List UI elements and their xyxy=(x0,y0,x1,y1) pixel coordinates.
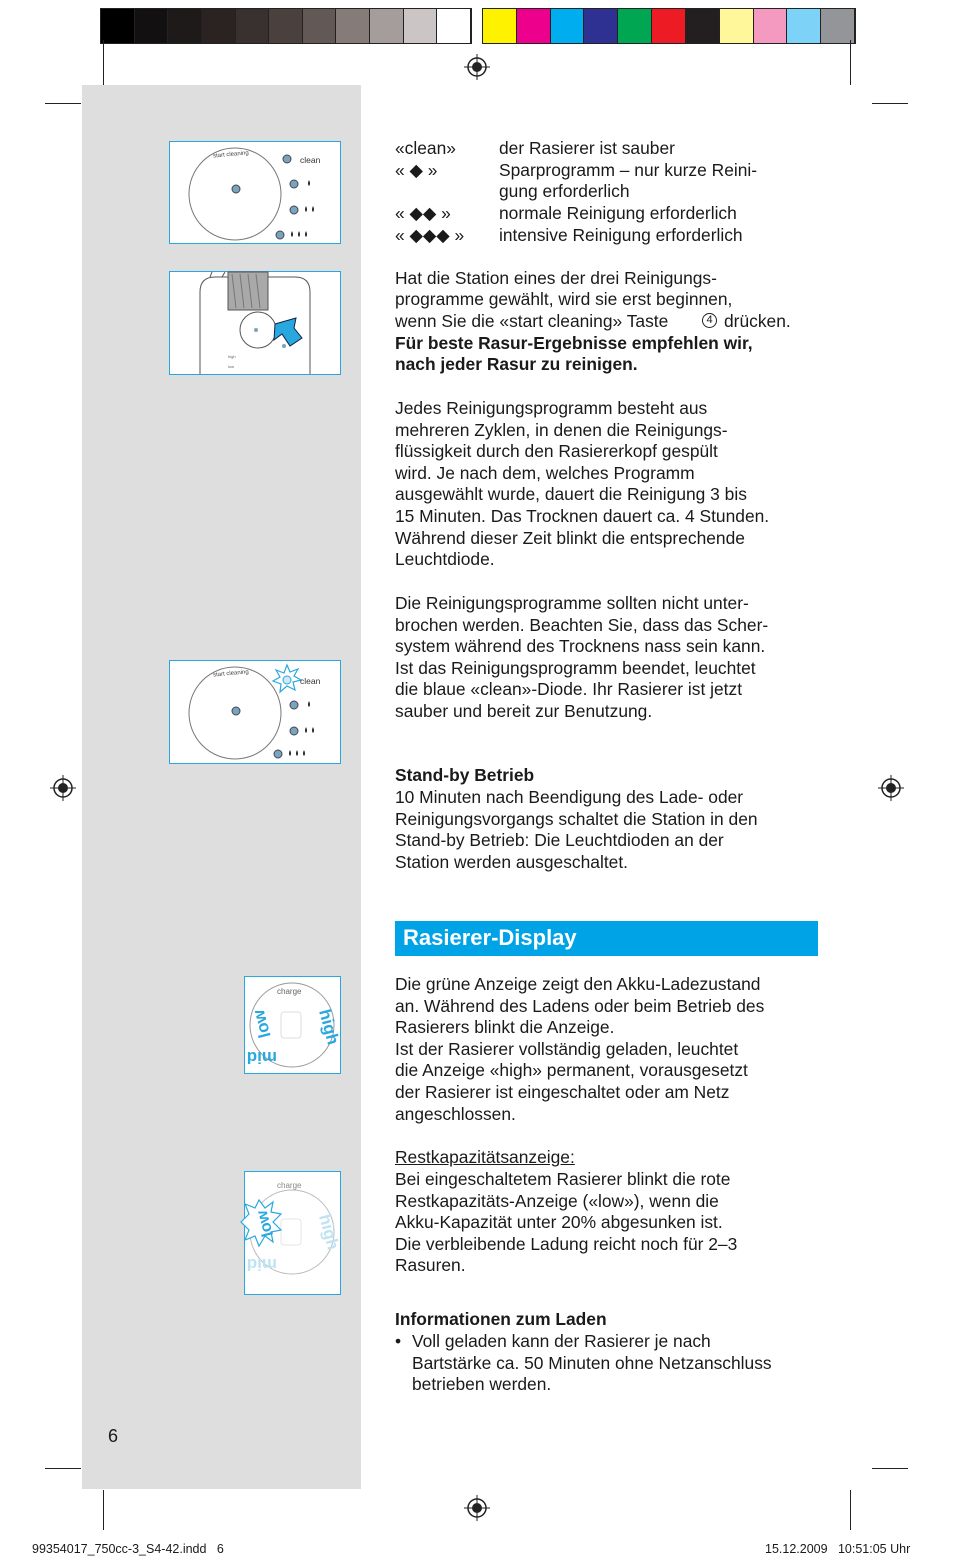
charge-label: charge xyxy=(277,1181,302,1190)
color-swatch xyxy=(135,9,169,43)
text-line: Station werden ausgeschaltet. xyxy=(395,851,628,872)
color-swatch xyxy=(551,9,585,43)
text-line: die blaue «clean»-Diode. Ihr Rasierer ist jetzt xyxy=(395,679,743,700)
color-swatch xyxy=(269,9,303,43)
crop-mark xyxy=(872,103,908,104)
text-line: Rasierers blinkt die Anzeige. xyxy=(395,1017,615,1038)
crop-mark xyxy=(850,1490,851,1530)
svg-text:high: high xyxy=(228,354,236,359)
text-line: sauber und bereit zur Benutzung. xyxy=(395,701,653,721)
color-swatch xyxy=(517,9,551,43)
high-label: high xyxy=(315,1212,343,1252)
crop-mark xyxy=(850,40,851,85)
text-line: der Rasierer ist eingeschaltet oder am Netz xyxy=(395,1082,730,1102)
crop-mark xyxy=(872,1468,908,1469)
text-line: Restkapazitäts-Anzeige («low»), wenn die xyxy=(395,1190,719,1211)
color-swatch xyxy=(686,9,720,43)
registration-mark-icon xyxy=(464,1495,490,1521)
color-swatch xyxy=(720,9,754,43)
text-line: wird. Je nach dem, welches Programm xyxy=(395,462,695,483)
text-line: mehreren Zyklen, in denen die Reinigungs- xyxy=(395,419,728,440)
text-line: Die grüne Anzeige zeigt den Akku-Ladezustand xyxy=(395,974,761,994)
color-swatch xyxy=(370,9,404,43)
text-line: Ist das Reinigungsprogramm beendet, leuchtet xyxy=(395,657,756,678)
text-line: drücken. xyxy=(724,311,791,331)
text-line: Während dieser Zeit blinkt die entsprechende xyxy=(395,527,745,548)
low-battery-figure xyxy=(244,1171,341,1295)
color-swatch xyxy=(584,9,618,43)
clean-label: clean xyxy=(300,155,321,165)
clean-lit-figure xyxy=(169,660,341,764)
text-line: 10 Minuten nach Beendigung des Lade- oder xyxy=(395,787,744,807)
low-label: low xyxy=(253,1208,278,1239)
legend-symbol: « ◆◆◆ » xyxy=(395,225,465,245)
cleaning-panel-illustration xyxy=(170,142,340,243)
text-line: Die Reinigungsprogramme sollten nicht unter- xyxy=(395,593,749,613)
station-button-figure xyxy=(169,271,341,375)
cleaning-panel-figure xyxy=(169,141,341,244)
text-line: system während des Trocknens nass sein kann. xyxy=(395,636,766,657)
crop-mark xyxy=(45,1468,81,1469)
rest-capacity-title: Restkapazitätsanzeige: xyxy=(395,1147,575,1167)
crop-mark xyxy=(45,103,81,104)
start-cleaning-label: start cleaning xyxy=(212,669,249,679)
bold-line: nach jeder Rasur zu reinigen. xyxy=(395,354,638,374)
text-line: Rasuren. xyxy=(395,1255,466,1276)
color-swatch xyxy=(618,9,652,43)
color-swatch xyxy=(404,9,438,43)
charging-info-title: Informationen zum Laden xyxy=(395,1309,607,1329)
legend-symbol: «clean» xyxy=(395,138,456,158)
text-line: Ist der Rasierer vollständig geladen, leuchtet xyxy=(395,1038,739,1059)
registration-mark-icon xyxy=(878,775,904,801)
legend-symbol: « ◆ » xyxy=(395,160,438,180)
gray-calibration-bar xyxy=(100,8,472,44)
text-line: wenn Sie die «start cleaning» Taste xyxy=(395,311,669,331)
high-label: high xyxy=(315,1007,343,1047)
section-heading-bar xyxy=(395,921,818,956)
mid-label: mid xyxy=(246,1048,277,1067)
charge-display-illustration xyxy=(245,977,343,1073)
footer-filename: 99354017_750cc-3_S4-42.indd 6 xyxy=(32,1542,224,1556)
registration-mark-icon xyxy=(50,775,76,801)
text-line: Die verbleibende Ladung reicht noch für 2–3 xyxy=(395,1233,738,1254)
bullet-mark: • xyxy=(395,1331,402,1351)
low-battery-illustration xyxy=(245,1172,343,1294)
text-line: Akku-Kapazität unter 20% abgesunken ist. xyxy=(395,1212,723,1233)
color-calibration-bar xyxy=(482,8,856,44)
color-swatch xyxy=(754,9,788,43)
color-swatch xyxy=(787,9,821,43)
bold-line: Für beste Rasur-Ergebnisse empfehlen wir, xyxy=(395,333,753,353)
color-swatch xyxy=(101,9,135,43)
legend-symbol: « ◆◆ » xyxy=(395,203,451,223)
start-cleaning-label: start cleaning xyxy=(212,150,249,160)
color-swatch xyxy=(437,9,471,43)
crop-mark xyxy=(103,1490,104,1530)
charge-label: charge xyxy=(277,987,302,996)
legend-text: intensive Reinigung erforderlich xyxy=(499,225,743,245)
legend-text: normale Reinigung erforderlich xyxy=(499,203,737,223)
text-line: Leuchtdiode. xyxy=(395,549,495,570)
color-swatch xyxy=(236,9,270,43)
text-line: an. Während des Ladens oder beim Betrieb des xyxy=(395,995,765,1016)
mid-label: mid xyxy=(246,1255,277,1274)
low-label: low xyxy=(248,1007,275,1040)
crop-mark xyxy=(103,40,104,85)
text-line: Voll geladen kann der Rasierer je nach xyxy=(412,1331,711,1351)
clean-lit-illustration xyxy=(170,661,340,763)
charge-display-figure xyxy=(244,976,341,1074)
text-line: flüssigkeit durch den Rasiererkopf gespült xyxy=(395,441,718,462)
clean-label: clean xyxy=(300,676,321,686)
color-swatch xyxy=(303,9,337,43)
text-line: Stand-by Betrieb: Die Leuchtdioden an der xyxy=(395,830,724,851)
text-line: angeschlossen. xyxy=(395,1103,516,1124)
text-line: Jedes Reinigungsprogramm besteht aus xyxy=(395,398,708,418)
color-swatch xyxy=(483,9,517,43)
color-swatch xyxy=(821,9,855,43)
text-line: Hat die Station eines der drei Reinigungs- xyxy=(395,268,717,288)
section-heading: Rasierer-Display xyxy=(403,925,577,950)
text-line: betrieben werden. xyxy=(412,1374,552,1395)
text-line: programme gewählt, wird sie erst beginnen, xyxy=(395,289,733,309)
footer-timestamp: 15.12.2009 10:51:05 Uhr xyxy=(765,1542,911,1556)
standby-title: Stand-by Betrieb xyxy=(395,765,535,785)
station-illustration xyxy=(170,272,340,374)
text-line: die Anzeige «high» permanent, vorausgesetzt xyxy=(395,1060,748,1081)
svg-text:low: low xyxy=(228,364,235,369)
registration-mark-icon xyxy=(464,54,490,80)
legend-text: gung erforderlich xyxy=(499,181,630,201)
color-swatch xyxy=(652,9,686,43)
color-swatch xyxy=(202,9,236,43)
text-line: 15 Minuten. Das Trocknen dauert ca. 4 Stunden. xyxy=(395,506,770,526)
color-swatch xyxy=(336,9,370,43)
button-reference-number: 4 xyxy=(702,313,717,328)
text-line: Bartstärke ca. 50 Minuten ohne Netzanschluss xyxy=(412,1352,772,1373)
text-line: Reinigungsvorgangs schaltet die Station in den xyxy=(395,808,758,829)
text-line: brochen werden. Beachten Sie, dass das Scher- xyxy=(395,614,769,635)
legend-text: der Rasierer ist sauber xyxy=(499,138,675,158)
legend-text: Sparprogramm – nur kurze Reini- xyxy=(499,160,758,180)
text-line: ausgewählt wurde, dauert die Reinigung 3 bis xyxy=(395,484,747,505)
color-swatch xyxy=(168,9,202,43)
page-number: 6 xyxy=(108,1426,119,1446)
text-line: Bei eingeschaltetem Rasierer blinkt die rote xyxy=(395,1169,731,1189)
